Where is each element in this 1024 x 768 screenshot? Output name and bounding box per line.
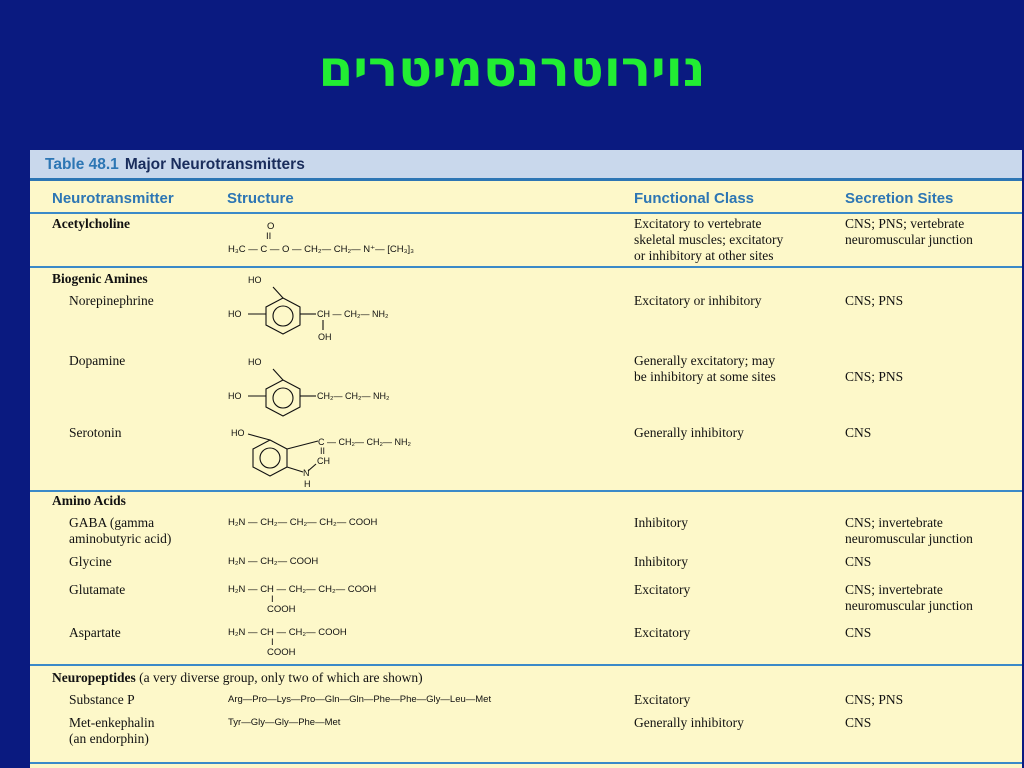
dopamine-structure bbox=[228, 356, 428, 416]
glutamate-func: Excitatory bbox=[634, 582, 691, 597]
section-divider bbox=[30, 490, 1022, 492]
ach-sites-line1: CNS; PNS; vertebrate bbox=[845, 216, 965, 231]
neurotransmitter-table bbox=[30, 150, 1022, 768]
glycine-func: Inhibitory bbox=[634, 554, 688, 569]
substance-p-sites: CNS; PNS bbox=[845, 692, 904, 707]
glutamate-cooh: COOH bbox=[267, 604, 296, 615]
glycine-formula: H₂N — CH₂— COOH bbox=[228, 556, 319, 567]
gaba-name-line2: aminobutyric acid) bbox=[69, 531, 172, 546]
group-amino-acids: Amino Acids bbox=[52, 493, 126, 508]
gaba-func: Inhibitory bbox=[634, 515, 688, 530]
norepinephrine-func: Excitatory or inhibitory bbox=[634, 293, 762, 308]
slide-title: נוירוטרנסמיטרים bbox=[318, 40, 706, 98]
norepinephrine-structure bbox=[228, 274, 428, 344]
ne-benzene-ring bbox=[266, 298, 300, 334]
serotonin-func: Generally inhibitory bbox=[634, 425, 744, 440]
met-enkephalin-func: Generally inhibitory bbox=[634, 715, 744, 730]
ser-bond-c bbox=[287, 441, 318, 449]
group-acetylcholine: Acetylcholine bbox=[52, 216, 130, 231]
ne-bond-top bbox=[273, 287, 283, 298]
met-enkephalin-name-line2: (an endorphin) bbox=[69, 731, 149, 746]
header-divider bbox=[30, 212, 1022, 214]
aspartate-sites: CNS bbox=[845, 625, 872, 640]
ser-bond-n bbox=[287, 467, 303, 472]
col-header-functional-class: Functional Class bbox=[634, 190, 755, 207]
group-biogenic-amines: Biogenic Amines bbox=[52, 271, 148, 286]
ach-func-line1: Excitatory to vertebrate bbox=[634, 216, 762, 231]
dopamine-name: Dopamine bbox=[69, 353, 126, 368]
aspartate-func: Excitatory bbox=[634, 625, 691, 640]
ser-ch: CH bbox=[317, 456, 330, 466]
dopamine-func-line2: be inhibitory at some sites bbox=[634, 369, 776, 384]
da-ho-left: HO bbox=[228, 391, 242, 401]
glutamate-sites-line1: CNS; invertebrate bbox=[845, 582, 943, 597]
ser-bond-ho bbox=[248, 434, 270, 440]
met-enkephalin-name-line1: Met-enkephalin bbox=[69, 715, 155, 730]
ach-double-bond: II bbox=[266, 231, 272, 242]
glycine-sites: CNS bbox=[845, 554, 872, 569]
aspartate-name: Aspartate bbox=[69, 625, 121, 640]
ach-carbonyl-o: O bbox=[267, 221, 275, 232]
aspartate-formula: H₂N — CH — CH₂— COOH bbox=[228, 627, 347, 638]
ne-ring-circle bbox=[273, 306, 293, 326]
gaba-formula: H₂N — CH₂— CH₂— CH₂— COOH bbox=[228, 517, 378, 528]
da-ring-circle bbox=[273, 388, 293, 408]
ach-sites-line2: neuromuscular junction bbox=[845, 232, 973, 247]
norepinephrine-name: Norepinephrine bbox=[69, 293, 154, 308]
section-divider bbox=[30, 266, 1022, 268]
ser-benzene-ring bbox=[253, 440, 287, 476]
col-header-neurotransmitter: Neurotransmitter bbox=[52, 190, 174, 207]
da-side-chain: CH₂— CH₂— NH₂ bbox=[317, 391, 390, 401]
ach-func-line3: or inhibitory at other sites bbox=[634, 248, 774, 263]
ser-side-chain: C — CH₂— CH₂— NH₂ bbox=[318, 437, 411, 447]
gaba-sites-line2: neuromuscular junction bbox=[845, 531, 973, 546]
table-name: Major Neurotransmitters bbox=[124, 156, 305, 173]
ser-n: N bbox=[303, 468, 310, 478]
substance-p-func: Excitatory bbox=[634, 692, 691, 707]
dopamine-sites: CNS; PNS bbox=[845, 369, 904, 384]
group-neuropeptides bbox=[52, 670, 423, 686]
ne-side-chain: CH — CH₂— NH₂ bbox=[317, 309, 389, 319]
aspartate-branch-bond: I bbox=[271, 637, 274, 648]
neuropeptides-title: Neuropeptides bbox=[52, 670, 136, 685]
glycine-name: Glycine bbox=[69, 554, 112, 569]
met-enkephalin-sites: CNS bbox=[845, 715, 872, 730]
glutamate-formula: H₂N — CH — CH₂— CH₂— COOH bbox=[228, 584, 377, 595]
neuropeptides-note: (a very diverse group, only two of which are shown) bbox=[139, 670, 423, 685]
met-enkephalin-sequence: Tyr—Gly—Gly—Phe—Met bbox=[228, 717, 341, 728]
gaba-name-line1: GABA (gamma bbox=[69, 515, 155, 530]
dopamine-func-line1: Generally excitatory; may bbox=[634, 353, 775, 368]
glutamate-sites-line2: neuromuscular junction bbox=[845, 598, 973, 613]
ach-formula: H₃C — C — O — CH₂— CH₂— N⁺— [CH₃]₃ bbox=[228, 244, 415, 255]
table-caption-bar bbox=[30, 150, 1022, 181]
table-bottom-rule bbox=[30, 762, 1022, 764]
table-caption bbox=[45, 156, 305, 174]
ser-double-bond: II bbox=[320, 446, 326, 456]
ach-func-line2: skeletal muscles; excitatory bbox=[634, 232, 784, 247]
da-benzene-ring bbox=[266, 380, 300, 416]
norepinephrine-sites: CNS; PNS bbox=[845, 293, 904, 308]
col-header-structure: Structure bbox=[227, 190, 294, 207]
col-header-secretion-sites: Secretion Sites bbox=[845, 190, 954, 207]
serotonin-sites: CNS bbox=[845, 425, 872, 440]
gaba-sites-line1: CNS; invertebrate bbox=[845, 515, 943, 530]
ser-ring-circle bbox=[260, 448, 280, 468]
substance-p-name: Substance P bbox=[69, 692, 135, 707]
table-number: Table 48.1 bbox=[45, 156, 119, 173]
glutamate-name: Glutamate bbox=[69, 582, 126, 597]
da-bond-top bbox=[273, 369, 283, 380]
serotonin-structure bbox=[228, 426, 448, 488]
da-ho-top: HO bbox=[248, 357, 262, 367]
ser-h: H bbox=[304, 479, 311, 489]
section-divider bbox=[30, 664, 1022, 666]
ser-ho: HO bbox=[231, 428, 245, 438]
glutamate-branch-bond: I bbox=[271, 594, 274, 605]
serotonin-name: Serotonin bbox=[69, 425, 122, 440]
aspartate-cooh: COOH bbox=[267, 647, 296, 658]
ne-oh: OH bbox=[318, 332, 332, 342]
substance-p-sequence: Arg—Pro—Lys—Pro—Gln—Gln—Phe—Phe—Gly—Leu—Met bbox=[228, 694, 492, 705]
ne-ho-left: HO bbox=[228, 309, 242, 319]
ne-ho-top: HO bbox=[248, 275, 262, 285]
